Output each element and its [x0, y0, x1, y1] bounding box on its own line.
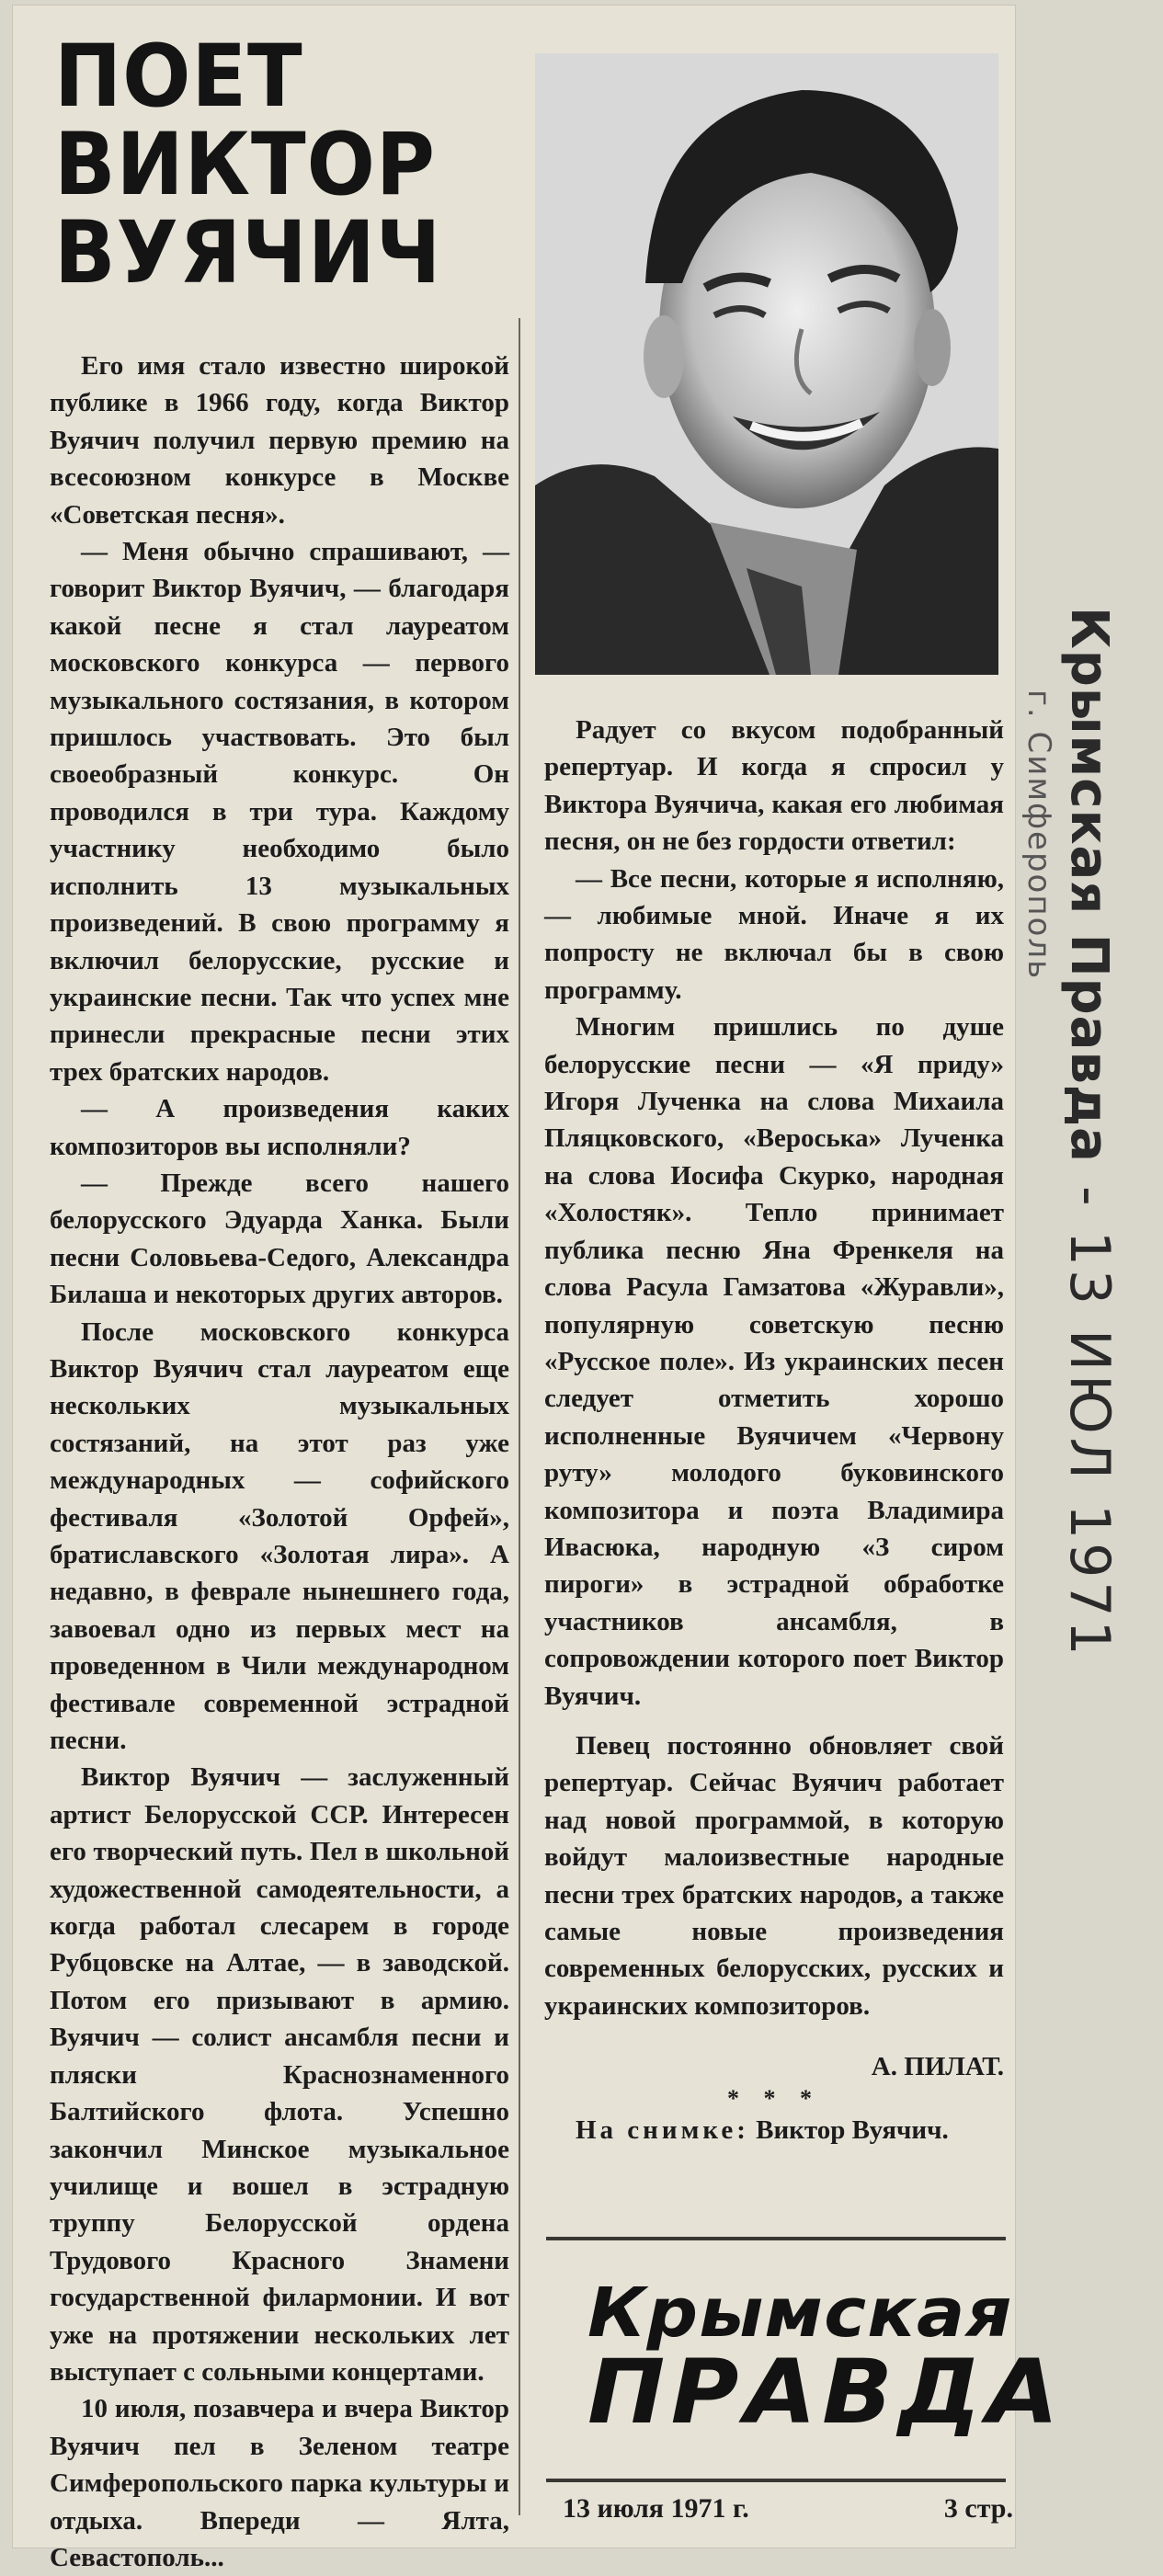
paragraph: — Все песни, которые я исполняю, — любимые мной. Иначе я их попросту не включал бы в свою программу.	[544, 863, 1004, 1005]
article-headline	[54, 27, 482, 303]
stamp-newspaper-name: Крымская Правда	[1059, 607, 1119, 1163]
headline-line-1: ПОЕТ	[54, 27, 303, 127]
paragraph: — А произведения каких композиторов вы исполняли?	[50, 1094, 509, 1161]
paragraph: — Меня обычно спрашивают, — говорит Виктор Вуячич, — благодаря какой песне я стал лауреатом московского конкурса — первого музыкального состязания, в котором пришлось участвовать. Это был своеобразный конкурс. Он проводился в три тура. Каждому участнику необходимо было исполнить 13 музыкальных произведений. В свою программу я включил белорусские, русские и украинские песни. Так что успех мне принесли прекрасные песни этих трех братских народов.	[50, 537, 509, 1087]
issue-date: 13 июля 1971 г.	[563, 2493, 749, 2524]
issue-dateline	[563, 2493, 1013, 2525]
article-author: А. ПИЛАТ.	[871, 2052, 1004, 2082]
stamp-city: г. Симферополь	[1020, 690, 1057, 981]
masthead-line-1: Крымская	[587, 2274, 1013, 2353]
headline-line-2: ВИКТОР	[54, 115, 436, 215]
caption-prefix: На снимке:	[576, 2114, 749, 2145]
photo-caption	[544, 2112, 1004, 2149]
paragraph: Певец постоянно обновляет свой репертуар. Сейчас Вуячич работает над новой программой, в которую войдут малоизвестные народные песни трех братских народов, а также самые новые произведения современных белорусских, русских и украинских композиторов.	[544, 1730, 1004, 2021]
paragraph: Его имя стало известно широкой публике в 1966 году, когда Виктор Вуячич получил первую премию на всесоюзном конкурсе в Москве «Советская песня».	[50, 351, 509, 530]
paragraph: После московского конкурса Виктор Вуячич стал лауреатом еще нескольких музыкальных состязаний, на этот раз уже международных — софийского фестиваля «Золотой Орфей», братиславского «Золотая лира». А недавно, в феврале нынешнего года, завоевал одно из первых мест на проведенном в Чили международном фестивале современной эстрадной песни.	[50, 1316, 509, 1756]
portrait-illustration	[535, 53, 998, 675]
separator: * * *	[727, 2084, 821, 2112]
paragraph: Радует со вкусом подобранный репертуар. И когда я спросил у Виктора Вуячича, какая его любимая песня, он не без гордости ответил:	[544, 715, 1004, 857]
headline-line-3: ВУЯЧИЧ	[54, 203, 442, 303]
masthead-rule-top	[546, 2237, 1006, 2240]
stamp-date: - 13 ИЮЛ 1971	[1057, 1186, 1122, 1659]
paragraph: Многим пришлись по душе белорусские песни — «Я приду» Игоря Лученка на слова Михаила Пляцковского, «Вероська» Лученка на слова Иосифа Скурко, народная «Холостяк». Тепло принимает публика песню Яна Френкеля на слова Расула Гамзатова «Журавли», популярную советскую песню «Русское поле». Из украинских песен следует отметить хорошо исполненные Вуячичем «Червону руту» молодого буковинского композитора и поэта Владимира Ивасюка, народную «З сиром пироги» в эстрадной обработке участников ансамбля, в сопровождении которого поет Виктор Вуячич.	[544, 1012, 1004, 1711]
article-column-left	[50, 348, 509, 2576]
paragraph: — Прежде всего нашего белорусского Эдуарда Ханка. Были песни Соловьева-Седого, Александра Билаша и некоторых других авторов.	[50, 1168, 509, 1310]
paragraph: Виктор Вуячич — заслуженный артист Белорусской ССР. Интересен его творческий путь. Пел в школьной художественной самодеятельности, а когда работал слесарем в городе Рубцовске на Алтае, — в заводской. Потом его призывают в армию. Вуячич — солист ансамбля песни и пляски Краснознаменного Балтийского флота. Успешно закончил Минское музыкальное училище и вошел в эстрадную труппу Белорусской ордена Трудового Красного Знамени государственной филармонии. И вот уже на протяжении нескольких лет выступает с сольными концертами.	[50, 1762, 509, 2387]
newspaper-masthead	[587, 2274, 1065, 2444]
page-number: 3 стр.	[943, 2493, 1013, 2524]
caption-text: Виктор Вуячич.	[756, 2114, 949, 2145]
masthead-rule-bottom	[546, 2479, 1006, 2482]
column-divider	[519, 318, 520, 2515]
article-column-right	[544, 712, 1004, 2149]
portrait-photo	[535, 53, 998, 675]
masthead-line-2: ПРАВДА	[587, 2341, 1065, 2444]
paragraph: 10 июля, позавчера и вчера Виктор Вуячич пел в Зеленом театре Симферопольского парка культуры и отдыха. Впереди — Ялта, Севастополь...	[50, 2394, 509, 2572]
